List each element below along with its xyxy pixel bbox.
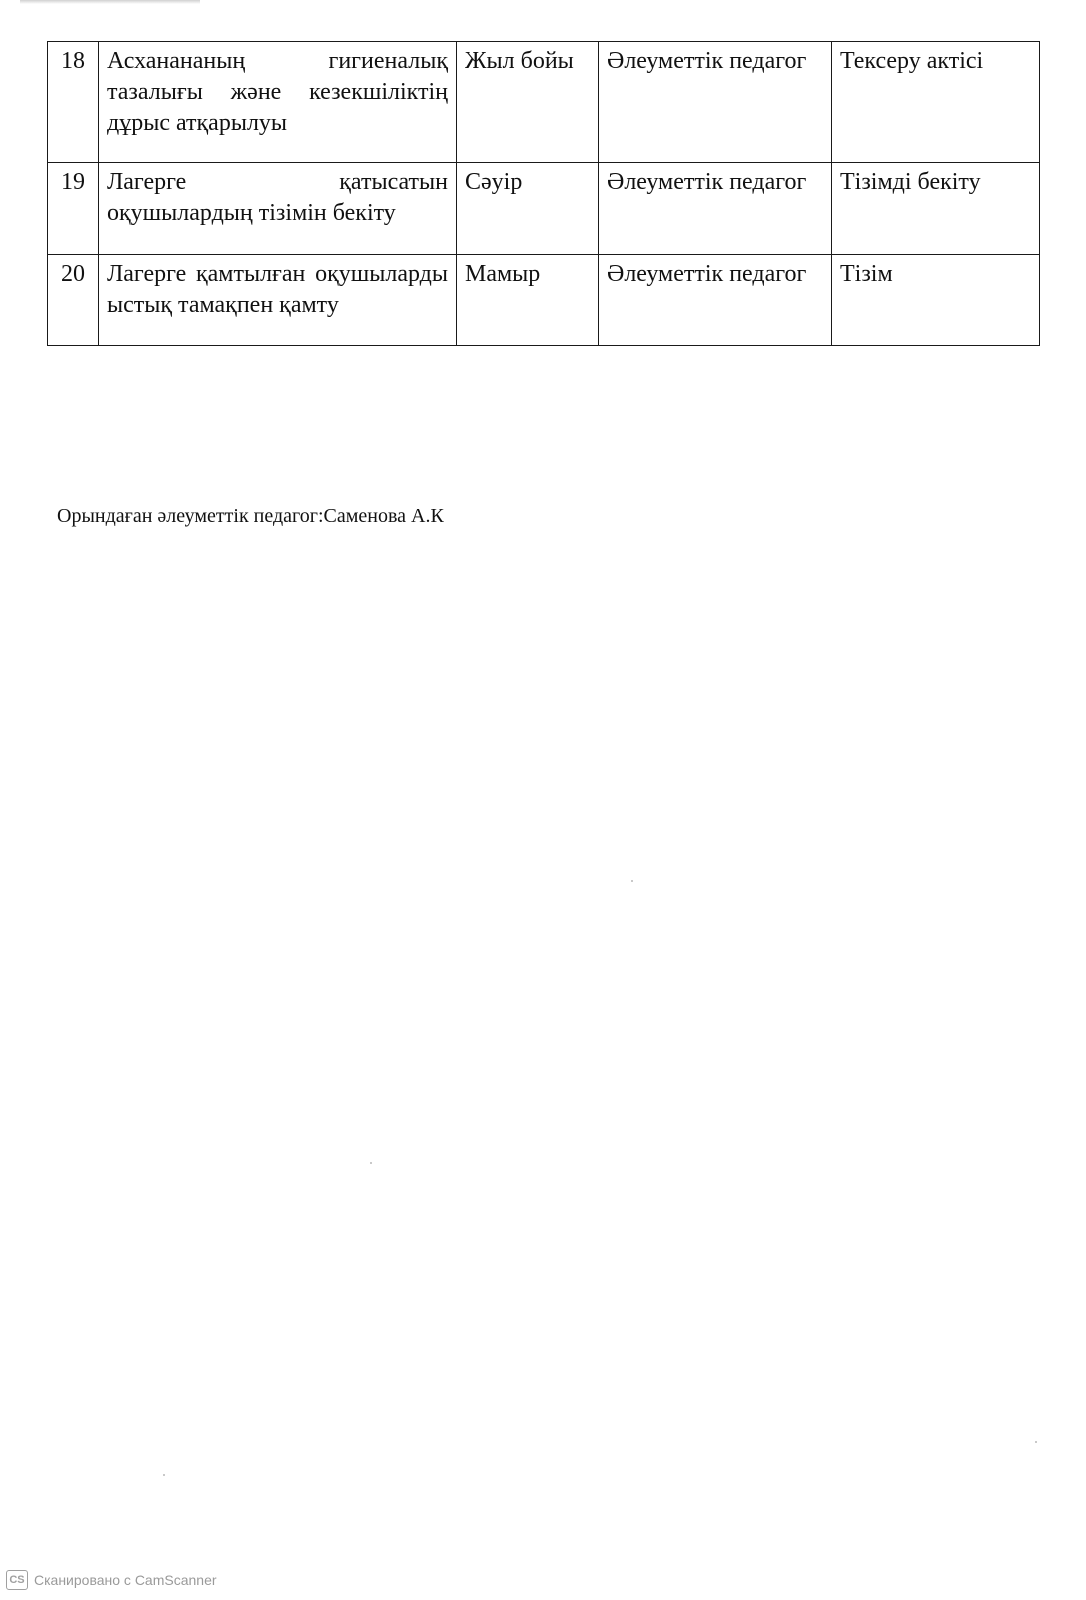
row-number: 18 — [48, 42, 99, 163]
watermark-text: Сканировано с CamScanner — [34, 1572, 217, 1588]
table-row — [48, 163, 1040, 255]
responsible-cell: Әлеуметтік педагог — [599, 42, 832, 163]
camscanner-logo-icon: CS — [6, 1570, 28, 1590]
row-number: 20 — [48, 255, 99, 346]
plan-table — [47, 41, 1040, 346]
table-row — [48, 42, 1040, 163]
period-cell: Жыл бойы — [457, 42, 599, 163]
period-cell: Мамыр — [457, 255, 599, 346]
period-cell: Сәуір — [457, 163, 599, 255]
scan-speck — [631, 880, 633, 882]
event-cell: Лагерге қамтылған оқушыларды ыстық тамақпен қамту — [99, 255, 457, 346]
scan-speck — [163, 1474, 165, 1476]
result-cell: Тізім — [832, 255, 1040, 346]
event-cell: Лагерге қатысатын оқушылардың тізімін бекіту — [99, 163, 457, 255]
result-cell: Тізімді бекіту — [832, 163, 1040, 255]
responsible-cell: Әлеуметтік педагог — [599, 255, 832, 346]
event-cell: Асханананың гигиеналық тазалығы және кезекшіліктің дұрыс атқарылуы — [99, 42, 457, 163]
table-row — [48, 255, 1040, 346]
responsible-cell: Әлеуметтік педагог — [599, 163, 832, 255]
scan-edge-shadow — [20, 0, 200, 4]
signature-line: Орындаған әлеуметтік педагог:Саменова А.К — [57, 505, 444, 527]
scan-speck — [370, 1162, 372, 1164]
scan-speck — [1035, 1441, 1037, 1443]
row-number: 19 — [48, 163, 99, 255]
camscanner-watermark — [6, 1570, 217, 1590]
result-cell: Тексеру актісі — [832, 42, 1040, 163]
